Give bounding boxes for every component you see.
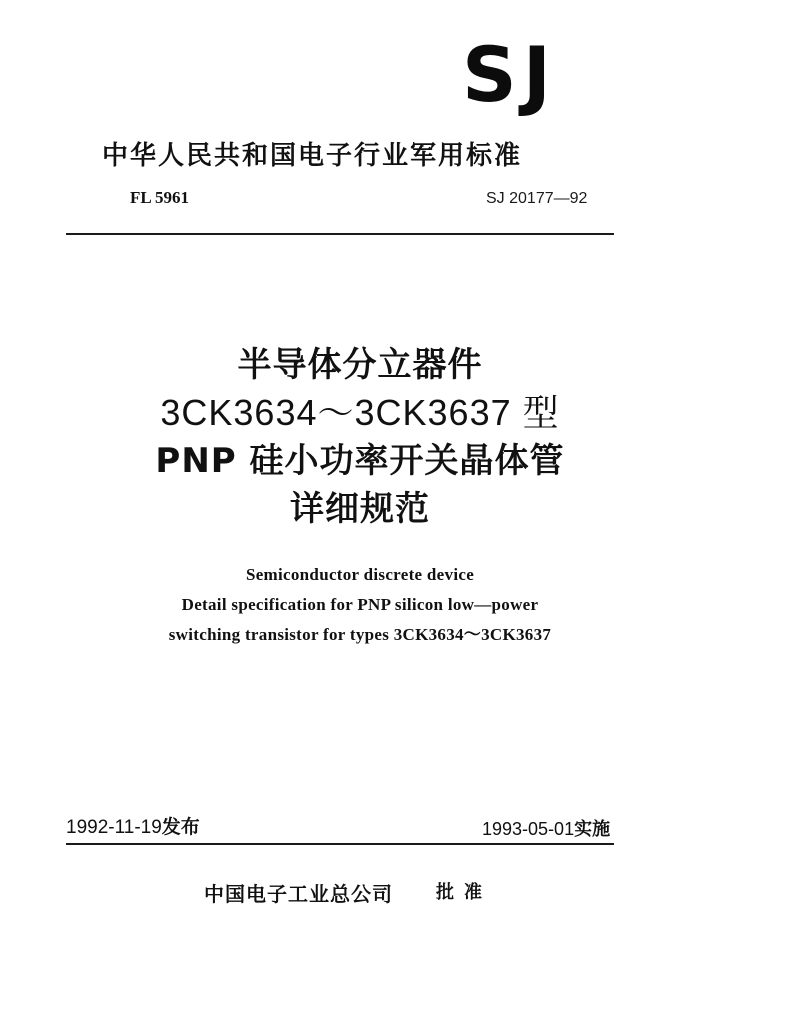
effective-date: 1993-05-01 xyxy=(482,819,575,839)
title-cn-line-2: 3CK3634～3CK3637 型 xyxy=(160,392,560,433)
standard-category-title: 中华人民共和国电子行业军用标准 xyxy=(102,141,523,171)
title-cn-line-1: 半导体分立器件 xyxy=(237,345,483,385)
title-en-line-3: switching transistor for types 3CK3634～3CK3637 xyxy=(168,625,552,644)
standard-number: SJ 20177—92 xyxy=(486,190,588,207)
title-cn-line-3: PNP 硅小功率开关晶体管 xyxy=(155,441,565,481)
effective-date-block xyxy=(482,815,610,841)
issuing-organization: 中国电子工业总公司 xyxy=(204,882,393,906)
title-en-line-1: Semiconductor discrete device xyxy=(245,565,475,584)
title-en-line-2: Detail specification for PNP silicon low—power xyxy=(181,595,539,614)
fl-code: FL 5961 xyxy=(130,188,190,207)
top-divider xyxy=(66,233,614,235)
bottom-divider xyxy=(66,843,614,845)
issue-label: 发布 xyxy=(161,816,200,838)
issue-date: 1992-11-19 xyxy=(66,817,162,838)
effective-label: 实施 xyxy=(574,819,611,840)
approval-label: 批准 xyxy=(436,882,492,903)
title-cn-line-4: 详细规范 xyxy=(290,489,430,529)
issue-date-block xyxy=(66,812,200,839)
sj-logo: SJ xyxy=(462,30,558,119)
